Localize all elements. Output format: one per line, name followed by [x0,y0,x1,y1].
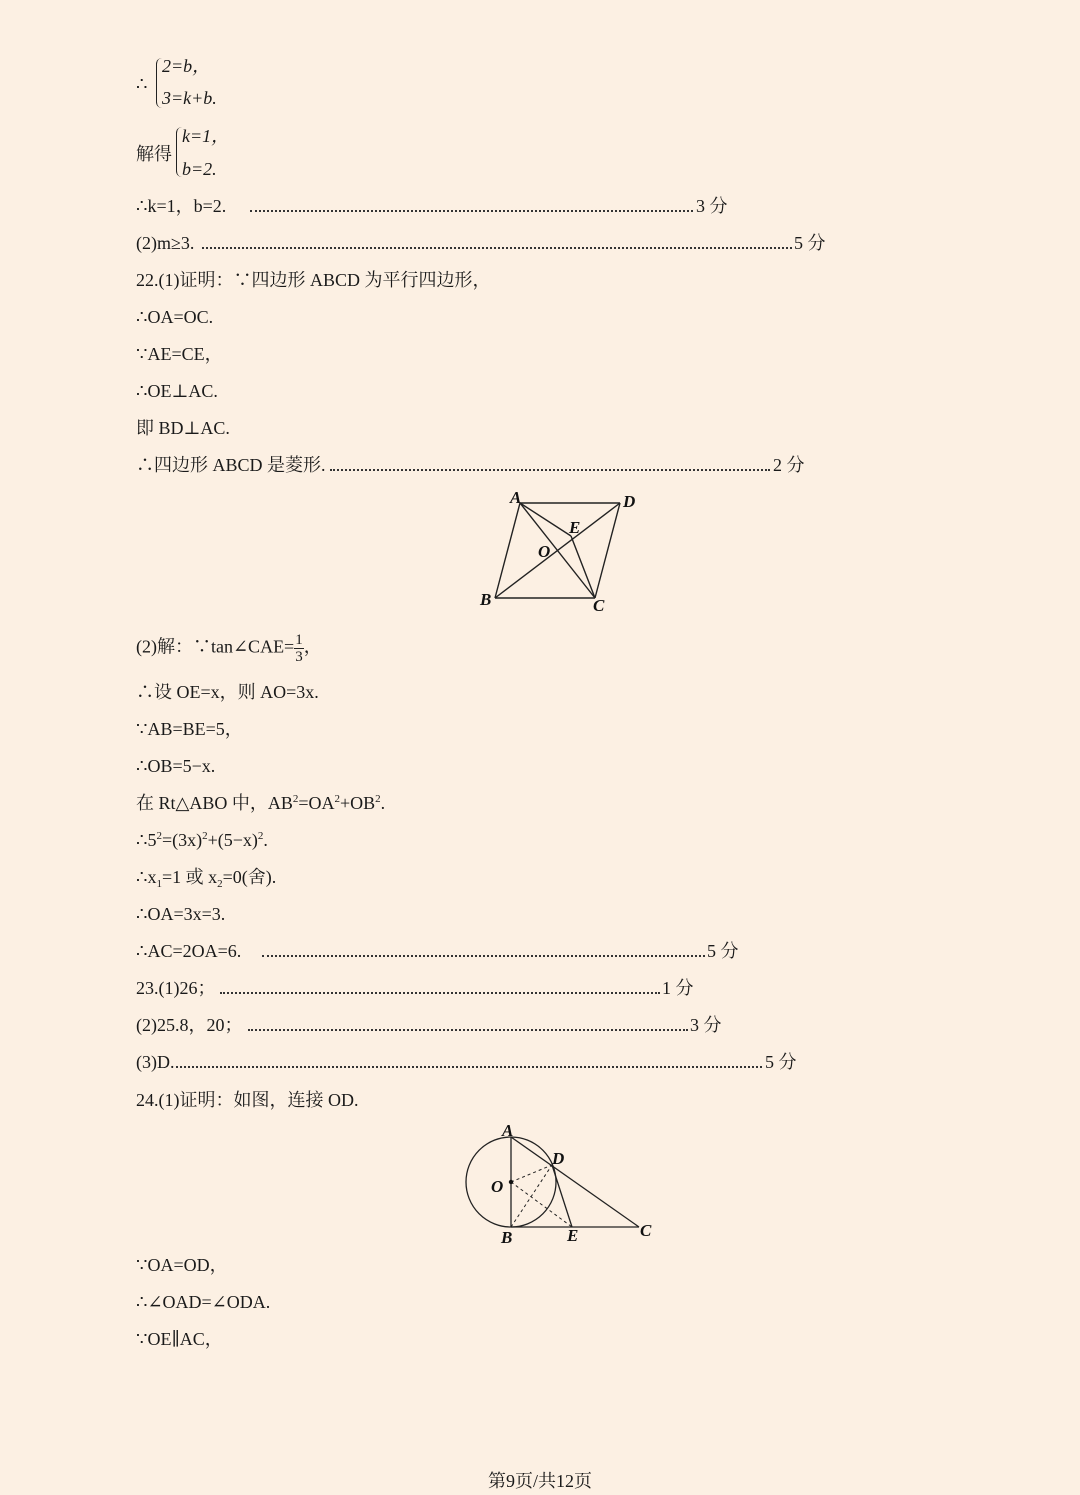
segment-bd [511,1165,552,1227]
point-label-d: D [623,492,636,511]
solution-line: $\therefore x_1=1$ 或 $x_2=0$(舍). [136,867,277,890]
point-label-o: O [538,542,551,561]
equation-line: b=2. [182,159,217,179]
solution-line: $\therefore 5^2=(3x)^2+(5-x)^2$. [136,830,268,850]
solve-label: 解得 [136,144,172,164]
proof-line: 即 BD⊥AC. [136,418,230,438]
solution-line: ∴OB=5−x. [136,756,216,776]
proof-line: ∵OA=OD， [136,1255,228,1275]
dot-leader [176,1066,762,1068]
point-label-b: B [501,1228,513,1245]
solution-line: ∴设 OE=x，则 AO=3x. [136,682,319,702]
dot-leader [250,210,693,212]
point-label-b: B [480,590,492,609]
rhombus-figure [470,485,650,615]
answer-line: (2)25.8，20； [136,1015,243,1035]
score-label: 5 分 [794,233,826,253]
segment-ec [571,536,595,598]
answer-line: 23.(1)26； [136,978,216,998]
segment-ac [511,1137,639,1227]
point-label-d: D [552,1149,565,1168]
dot-leader [202,247,792,249]
score-label: 3 分 [690,1015,722,1035]
score-label: 5 分 [707,941,739,961]
point-label-c: C [640,1221,652,1240]
proof-line: ∵OE∥AC， [136,1329,223,1349]
point-label-c: C [593,596,605,615]
answer-line: (2)m≥3. [136,233,195,253]
proof-line: ∴OE⊥AC. [136,381,218,401]
segment-dc [595,503,620,598]
segment-de [552,1165,572,1227]
segment-oe [511,1182,572,1227]
segment-od [511,1165,552,1182]
page-number: 第9页/共12页 [487,1471,592,1491]
segment-ae [520,503,571,536]
solution-line: ∵AB=BE=5， [136,719,243,739]
equation-line: 2=b， [162,56,211,76]
point-label-e: E [569,518,581,537]
equation-line: 3=k+b. [162,88,217,108]
dot-leader [248,1029,688,1031]
proof-line: ∴∠OAD=∠ODA. [136,1292,271,1312]
point-label-a: A [502,1121,514,1140]
score-label: 2 分 [773,455,805,475]
proof-line: ∴OA=OC. [136,307,214,327]
point-label-a: A [510,488,522,507]
therefore-symbol: ∴ [136,74,148,94]
center-point [509,1180,513,1184]
proof-line: 22.(1)证明：∵四边形 ABCD 为平行四边形， [136,270,491,290]
solution-line: ∴AC=2OA=6. [136,941,242,961]
score-label: 3 分 [696,196,728,216]
proof-line: ∴四边形 ABCD 是菱形. [136,455,326,475]
dot-leader [220,992,660,994]
dot-leader [330,469,770,471]
solution-line: (2)解：∵tan∠CAE= $\frac{1}{3}$ ， [136,632,322,665]
dot-leader [262,955,705,957]
score-label: 1 分 [662,978,694,998]
point-label-o: O [491,1177,504,1196]
solution-line: 在 Rt△ABO 中，$AB^2=OA^2+OB^2$. [136,793,386,813]
result-line: ∴k=1，b=2. [136,196,227,216]
equation-line: k=1， [182,126,230,146]
proof-line: 24.(1)证明：如图，连接 OD. [136,1090,359,1110]
proof-line: ∵AE=CE， [136,344,223,364]
fraction: $\frac{1}{3}$ [295,632,303,665]
score-label: 5 分 [765,1052,797,1072]
circle-figure [455,1120,665,1245]
segment-ba [495,503,520,598]
solution-line: ∴OA=3x=3. [136,904,226,924]
diagonal-bd [495,503,620,598]
point-label-e: E [567,1226,579,1245]
answer-line: (3)D. [136,1052,175,1072]
